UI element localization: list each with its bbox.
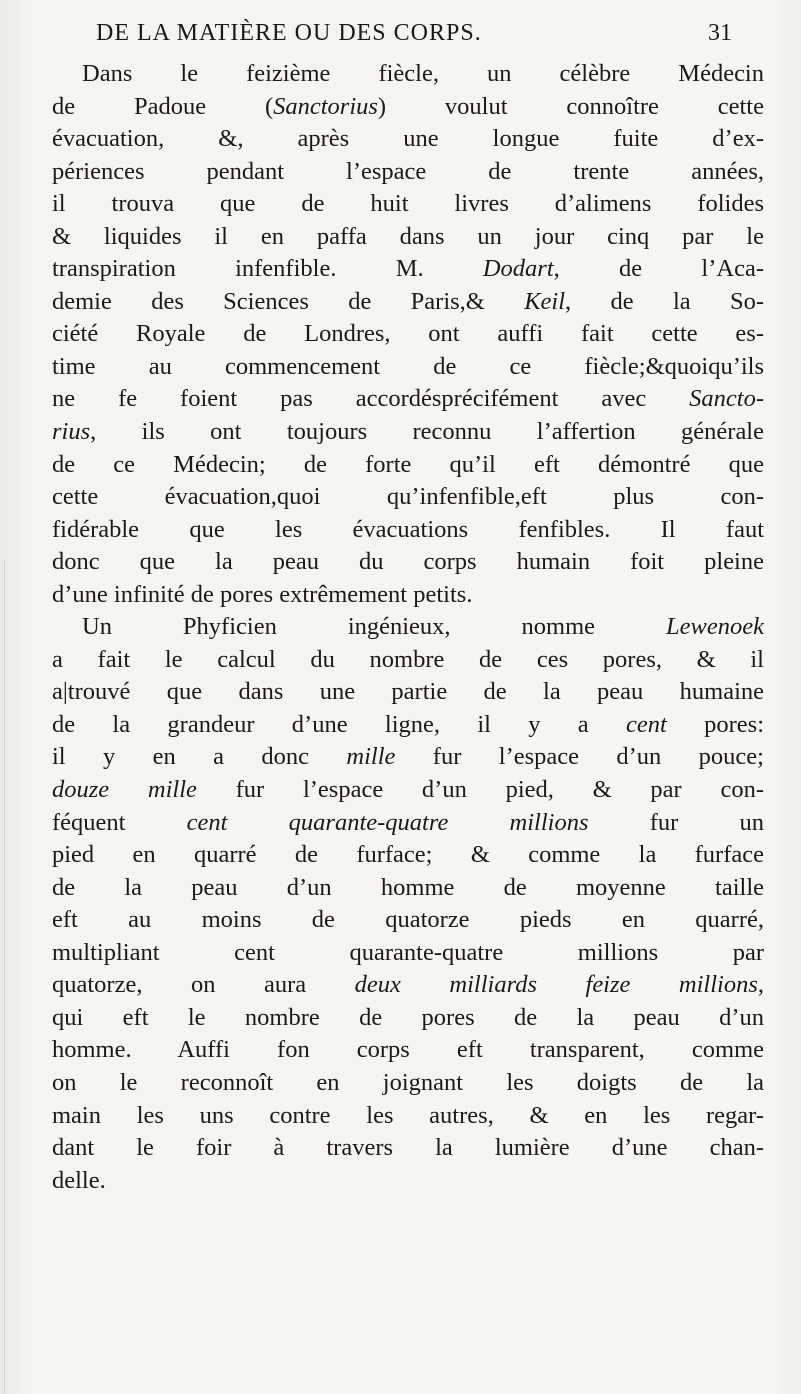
running-head [0, 14, 801, 54]
text-line: delle. [52, 1166, 106, 1194]
text-line: fidérable que les évacuations fenfibles. Il faut [52, 515, 764, 543]
gutter-shadow [4, 560, 5, 1394]
text-line: a fait le calcul du nombre de ces pores, & il [52, 645, 764, 673]
text-line: & liquides il en paffa dans un jour cinq par le [52, 222, 764, 250]
text-line: on le reconnoît en joignant les doigts de la [52, 1068, 764, 1096]
text-line: périences pendant l’espace de trente années, [52, 157, 764, 185]
text-line: cette évacuation,quoi qu’infenfible,eft plus con- [52, 483, 764, 511]
text-line: féquent cent quarante-quatre millions fur un [52, 808, 764, 836]
text-line: time au commencement de ce fiècle;&quoiqu’ils [52, 352, 764, 380]
text-line: de Padoue (Sanctorius) voulut connoître cette [52, 92, 764, 120]
text-line: quatorze, on aura deux milliards feize millions, [52, 971, 764, 999]
text-line: de la grandeur d’une ligne, il y a cent pores: [52, 710, 764, 738]
text-line: évacuation, &, après une longue fuite d’ex- [52, 125, 764, 153]
text-line: donc que la peau du corps humain foit pleine [52, 548, 764, 576]
text-line: dant le foir à travers la lumière d’une chan- [52, 1134, 764, 1162]
text-line: eft au moins de quatorze pieds en quarré, [52, 906, 764, 934]
text-line: il y en a donc mille fur l’espace d’un pouce; [52, 743, 764, 771]
text-line: Un Phyficien ingénieux, nomme Lewenoek [82, 613, 764, 641]
text-line: main les uns contre les autres, & en les regar- [52, 1101, 764, 1129]
text-line: transpiration infenfible. M. Dodart, de l’Aca- [52, 255, 764, 283]
text-line: d’une infinité de pores extrêmement petits. [52, 580, 473, 608]
text-line: douze mille fur l’espace d’un pied, & par con- [52, 776, 764, 804]
text-line: de ce Médecin; de forte qu’il eft démontré que [52, 450, 764, 478]
text-line: rius, ils ont toujours reconnu l’affertion générale [52, 418, 764, 446]
text-line: il trouva que de huit livres d’alimens folides [52, 190, 764, 218]
body-text [52, 58, 764, 1197]
text-line: de la peau d’un homme de moyenne taille [52, 873, 764, 901]
text-line: qui eft le nombre de pores de la peau d’un [52, 1003, 764, 1031]
text-line: a|trouvé que dans une partie de la peau humaine [52, 678, 764, 706]
text-line: ciété Royale de Londres, ont auffi fait cette es- [52, 320, 764, 348]
running-title: DE LA MATIÈRE OU DES CORPS. [96, 20, 482, 46]
text-line: homme. Auffi fon corps eft transparent, comme [52, 1036, 764, 1064]
text-line: Dans le feizième fiècle, un célèbre Médecin [82, 60, 764, 87]
text-line: demie des Sciences de Paris,& Keil, de la So- [52, 287, 765, 315]
text-line: multipliant cent quarante-quatre millions par [52, 938, 764, 966]
page-number: 31 [708, 20, 732, 46]
text-line: ne fe foient pas accordésprécifément avec Sancto- [52, 385, 764, 413]
text-line: pied en quarré de furface; & comme la furface [52, 841, 764, 869]
